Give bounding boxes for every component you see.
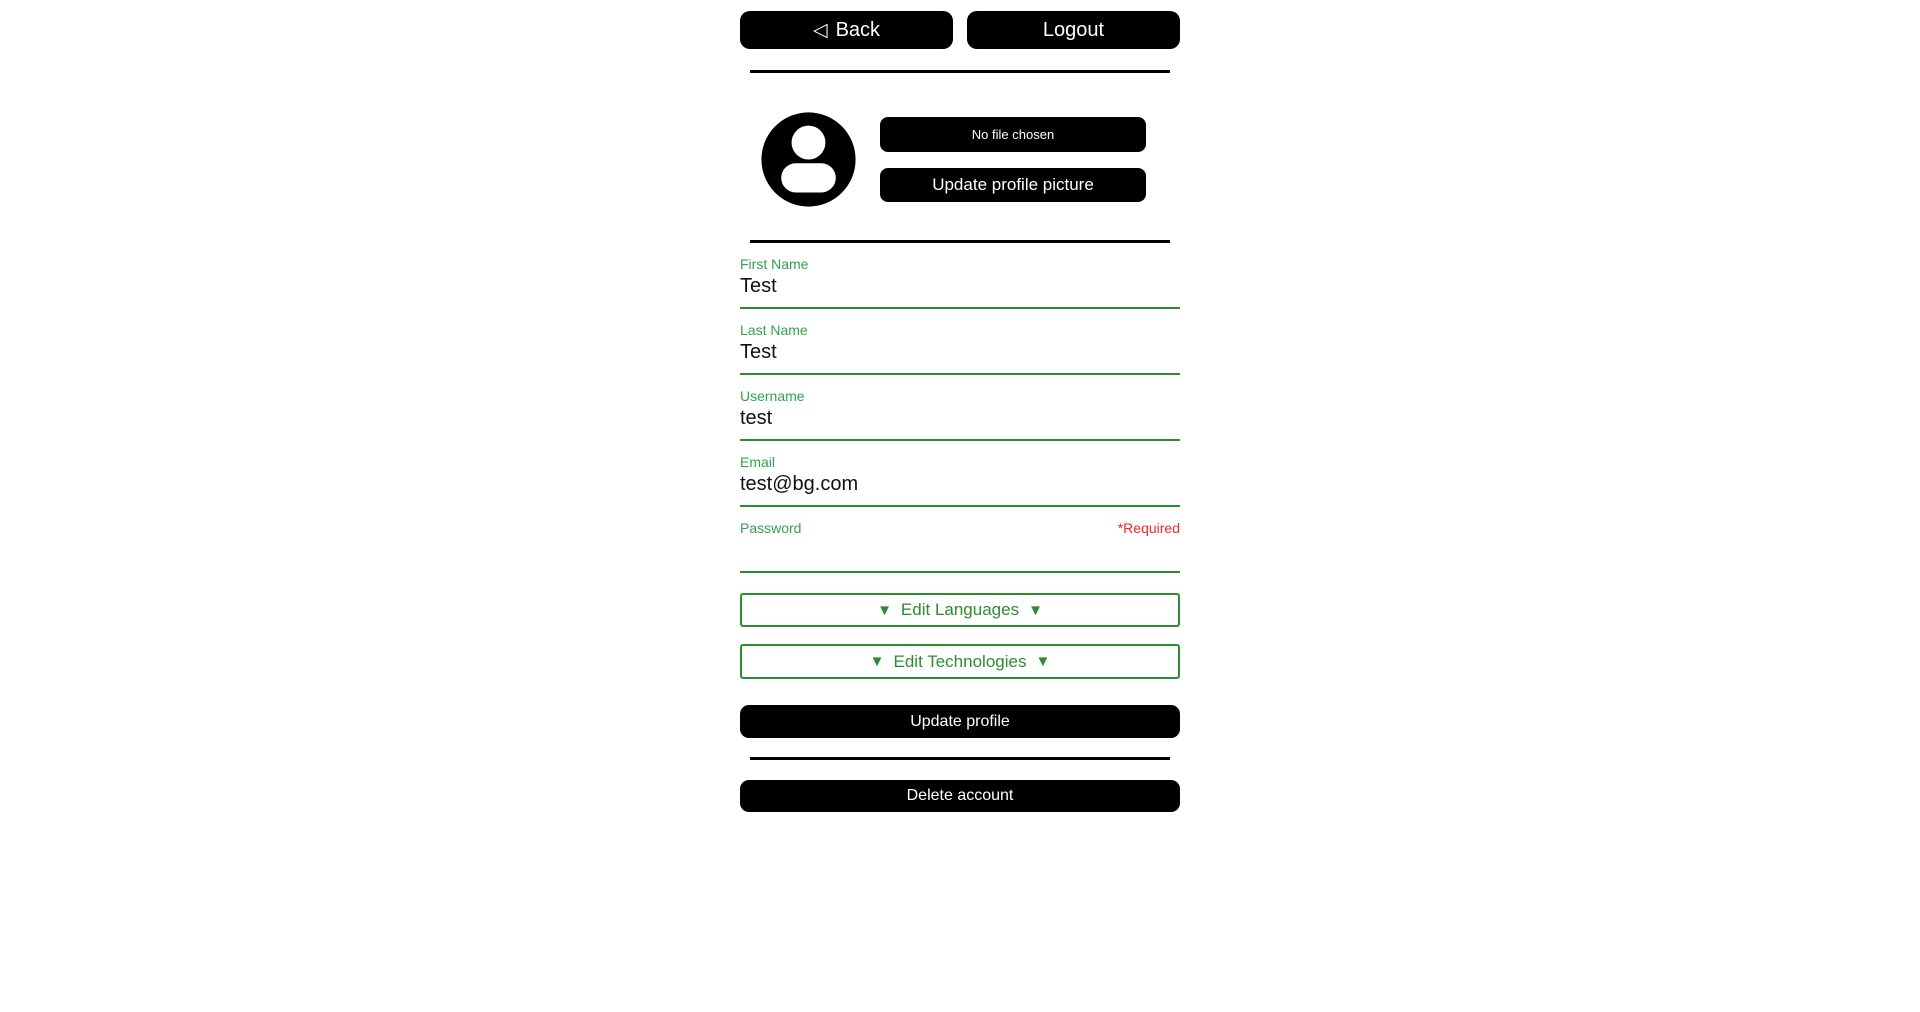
profile-page	[740, 0, 1180, 812]
username-input[interactable]	[740, 405, 1180, 441]
chevron-down-icon: ▼	[1028, 601, 1043, 619]
edit-languages-label: Edit Languages	[900, 600, 1020, 619]
password-input[interactable]	[740, 537, 1180, 573]
back-arrow-icon: ◁	[812, 19, 828, 41]
last-name-label: Last Name	[740, 322, 808, 338]
update-profile-picture-button[interactable]	[880, 168, 1146, 202]
picture-button-column	[880, 117, 1146, 202]
last-name-input[interactable]	[740, 339, 1180, 375]
section-divider-top	[750, 70, 1170, 73]
back-button-label: Back	[835, 18, 881, 41]
update-profile-picture-label: Update profile picture	[932, 175, 1094, 194]
edit-technologies-button[interactable]	[740, 644, 1180, 679]
first-name-input[interactable]	[740, 273, 1180, 309]
delete-account-button[interactable]	[740, 780, 1180, 812]
password-required-hint: *Required	[1117, 520, 1180, 536]
back-button[interactable]	[740, 11, 953, 49]
edit-technologies-label: Edit Technologies	[893, 651, 1027, 671]
top-button-row	[740, 11, 1180, 49]
update-profile-label: Update profile	[910, 712, 1010, 730]
username-label: Username	[740, 388, 805, 404]
password-label: Password	[740, 520, 802, 536]
email-input[interactable]	[740, 471, 1180, 507]
edit-languages-button[interactable]	[740, 593, 1180, 627]
update-profile-button[interactable]	[740, 705, 1180, 738]
section-divider-delete	[750, 757, 1170, 760]
profile-picture-file-input[interactable]	[880, 117, 1146, 152]
section-divider-form	[750, 240, 1170, 243]
first-name-field	[740, 256, 1180, 309]
password-field	[740, 520, 1180, 573]
logout-button-label: Logout	[1042, 18, 1105, 41]
file-input-status-label: No file chosen	[971, 127, 1055, 142]
chevron-down-icon: ▼	[1035, 653, 1051, 670]
profile-picture-section	[740, 103, 1180, 216]
last-name-field	[740, 322, 1180, 375]
first-name-label: First Name	[740, 256, 809, 272]
account-circle-icon	[752, 103, 865, 216]
chevron-down-icon: ▼	[877, 601, 892, 619]
logout-button[interactable]	[967, 11, 1180, 49]
delete-account-label: Delete account	[906, 787, 1014, 804]
username-field	[740, 388, 1180, 441]
chevron-down-icon: ▼	[869, 653, 885, 670]
email-label: Email	[740, 454, 776, 470]
email-field	[740, 454, 1180, 507]
